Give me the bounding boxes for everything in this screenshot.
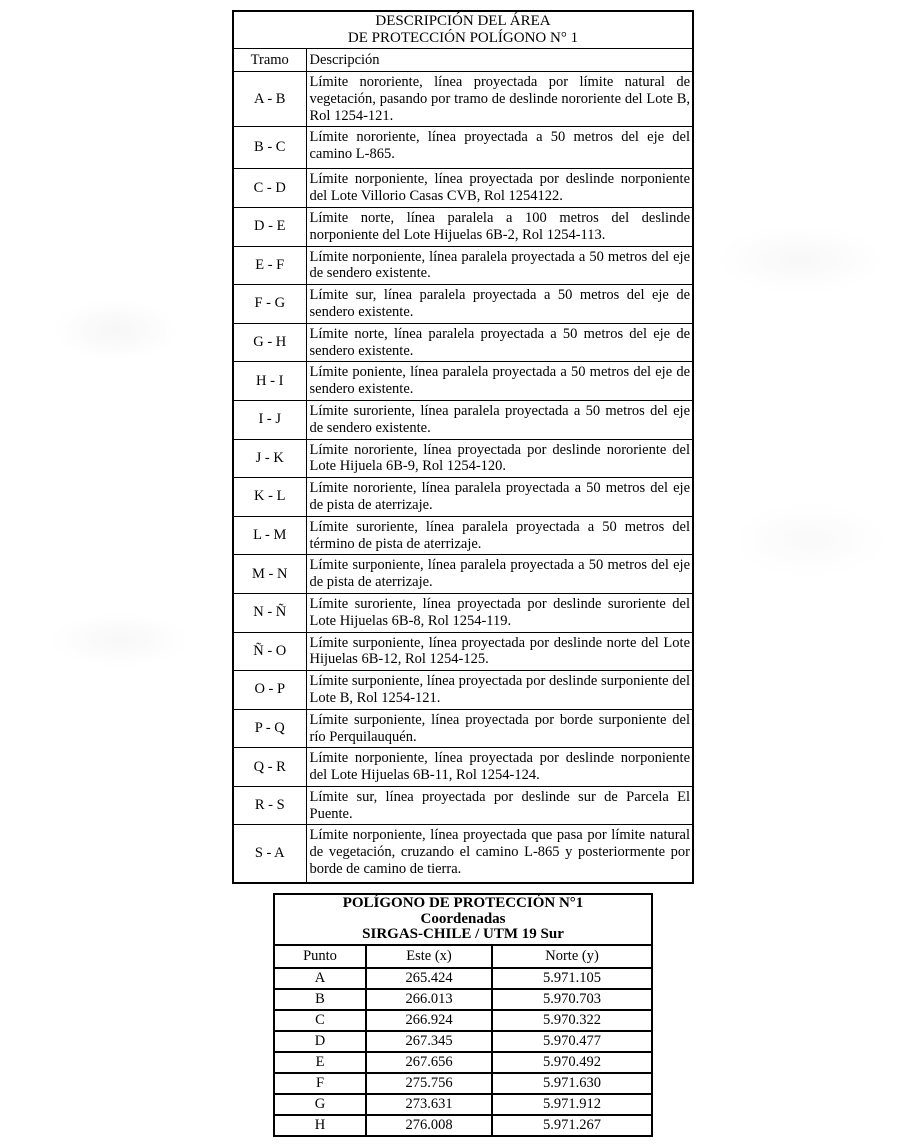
table-row (233, 246, 693, 285)
descripcion-cell: Límite nororiente, línea proyectada por límite natural de vegetación, pasando por tramo de deslinde nororiente del Lote B, Rol 1254-121. (306, 72, 693, 127)
tramo-cell: R - S (233, 786, 306, 825)
este-cell: 273.631 (366, 1094, 492, 1115)
table1-title-line2: DE PROTECCIÓN POLÍGONO N° 1 (347, 30, 579, 46)
table-row (274, 1052, 652, 1073)
tramo-cell: J - K (233, 439, 306, 478)
coordinates-table (273, 893, 653, 1137)
punto-cell: E (274, 1052, 366, 1073)
table2-title-line1: POLÍGONO DE PROTECCIÓN N°1 (342, 895, 584, 911)
col-header-descripcion: Descripción (306, 49, 693, 72)
descripcion-cell: Límite norponiente, línea paralela proyectada a 50 metros del eje de sendero existente. (306, 246, 693, 285)
tramo-cell: K - L (233, 478, 306, 517)
table2-title (274, 894, 652, 945)
punto-cell: A (274, 968, 366, 989)
tramo-cell: B - C (233, 127, 306, 169)
tramo-cell: D - E (233, 207, 306, 246)
table-row (274, 1115, 652, 1136)
table-row (233, 709, 693, 748)
tramo-cell: N - Ñ (233, 593, 306, 632)
norte-cell: 5.971.912 (492, 1094, 652, 1115)
tramo-cell: Q - R (233, 748, 306, 787)
tramo-cell: H - I (233, 362, 306, 401)
table2-body (274, 968, 652, 1136)
punto-cell: D (274, 1031, 366, 1052)
descripcion-cell: Límite norponiente, línea proyectada que pasa por límite natural de vegetación, cruzando el camino L-865 y posteriormente por borde de camino de tierra. (306, 825, 693, 883)
este-cell: 275.756 (366, 1073, 492, 1094)
este-cell: 267.345 (366, 1031, 492, 1052)
table-row (274, 989, 652, 1010)
area-description-table (232, 10, 694, 884)
table-row (233, 323, 693, 362)
descripcion-cell: Límite norte, línea paralela a 100 metros del deslinde norponiente del Lote Hijuelas 6B-2, Rol 1254-113. (306, 207, 693, 246)
punto-cell: F (274, 1073, 366, 1094)
norte-cell: 5.971.630 (492, 1073, 652, 1094)
table-row (233, 439, 693, 478)
table-row (233, 169, 693, 208)
col-header-norte: Norte (y) (492, 945, 652, 968)
descripcion-cell: Límite suroriente, línea paralela proyectada a 50 metros del término de pista de aterrizaje. (306, 516, 693, 555)
table-row (233, 127, 693, 169)
tramo-cell: M - N (233, 555, 306, 594)
norte-cell: 5.970.322 (492, 1010, 652, 1031)
descripcion-cell: Límite nororiente, línea proyectada por deslinde nororiente del Lote Hijuela 6B-9, Rol 1254-120. (306, 439, 693, 478)
descripcion-cell: Límite suroriente, línea paralela proyectada a 50 metros del eje de sendero existente. (306, 400, 693, 439)
tramo-cell: I - J (233, 400, 306, 439)
este-cell: 266.924 (366, 1010, 492, 1031)
norte-cell: 5.971.267 (492, 1115, 652, 1136)
table2-title-line2: Coordenadas (420, 910, 506, 927)
tramo-cell: Ñ - O (233, 632, 306, 671)
norte-cell: 5.970.703 (492, 989, 652, 1010)
table-row (274, 1073, 652, 1094)
descripcion-cell: Límite surponiente, línea paralela proyectada a 50 metros del eje de pista de aterrizaje. (306, 555, 693, 594)
table1-title-line1: DESCRIPCIÓN DEL ÁREA (375, 13, 551, 29)
table1-header-row (233, 49, 693, 72)
este-cell: 265.424 (366, 968, 492, 989)
table-row (274, 1010, 652, 1031)
table-row (233, 632, 693, 671)
este-cell: 266.013 (366, 989, 492, 1010)
table-row (274, 1094, 652, 1115)
col-header-punto: Punto (274, 945, 366, 968)
table-row (233, 72, 693, 127)
table2-title-line3: SIRGAS-CHILE / UTM 19 Sur (362, 926, 564, 942)
descripcion-cell: Límite nororiente, línea paralela proyectada a 50 metros del eje de pista de aterrizaje. (306, 478, 693, 517)
este-cell: 276.008 (366, 1115, 492, 1136)
tramo-cell: S - A (233, 825, 306, 883)
table-row (274, 1031, 652, 1052)
table1-title-row (233, 11, 693, 49)
este-cell: 267.656 (366, 1052, 492, 1073)
punto-cell: G (274, 1094, 366, 1115)
table-row (233, 400, 693, 439)
table1-body (233, 72, 693, 883)
descripcion-cell: Límite poniente, línea paralela proyectada a 50 metros del eje de sendero existente. (306, 362, 693, 401)
table-row (274, 968, 652, 989)
descripcion-cell: Límite sur, línea paralela proyectada a 50 metros del eje de sendero existente. (306, 285, 693, 324)
descripcion-cell: Límite norponiente, línea proyectada por deslinde norponiente del Lote Hijuelas 6B-11, Rol 1254-124. (306, 748, 693, 787)
table-row (233, 593, 693, 632)
table-row (233, 748, 693, 787)
table-row (233, 555, 693, 594)
table-row (233, 825, 693, 883)
norte-cell: 5.970.477 (492, 1031, 652, 1052)
table-row (233, 285, 693, 324)
descripcion-cell: Límite surponiente, línea proyectada por borde surponiente del río Perquilauquén. (306, 709, 693, 748)
tramo-cell: E - F (233, 246, 306, 285)
col-header-tramo: Tramo (233, 49, 306, 72)
descripcion-cell: Límite norponiente, línea proyectada por deslinde norponiente del Lote Villorio Casas CVB, Rol 1254122. (306, 169, 693, 208)
table2-title-row (274, 894, 652, 945)
table-row (233, 786, 693, 825)
norte-cell: 5.971.105 (492, 968, 652, 989)
table-row (233, 478, 693, 517)
tramo-cell: L - M (233, 516, 306, 555)
norte-cell: 5.970.492 (492, 1052, 652, 1073)
descripcion-cell: Límite surponiente, línea proyectada por deslinde norte del Lote Hijuelas 6B-12, Rol 1254-125. (306, 632, 693, 671)
tramo-cell: G - H (233, 323, 306, 362)
table-row (233, 671, 693, 710)
descripcion-cell: Límite surponiente, línea proyectada por deslinde surponiente del Lote B, Rol 1254-121. (306, 671, 693, 710)
descripcion-cell: Límite sur, línea proyectada por deslinde sur de Parcela El Puente. (306, 786, 693, 825)
punto-cell: B (274, 989, 366, 1010)
tramo-cell: O - P (233, 671, 306, 710)
table-row (233, 516, 693, 555)
tramo-cell: C - D (233, 169, 306, 208)
tramo-cell: F - G (233, 285, 306, 324)
punto-cell: C (274, 1010, 366, 1031)
descripcion-cell: Límite suroriente, línea proyectada por deslinde suroriente del Lote Hijuelas 6B-8, Rol 1254-119. (306, 593, 693, 632)
table-row (233, 207, 693, 246)
tramo-cell: P - Q (233, 709, 306, 748)
descripcion-cell: Límite norte, línea paralela proyectada a 50 metros del eje de sendero existente. (306, 323, 693, 362)
descripcion-cell: Límite nororiente, línea proyectada a 50 metros del eje del camino L-865. (306, 127, 693, 169)
table2-header-row (274, 945, 652, 968)
table-row (233, 362, 693, 401)
table1-title (233, 11, 693, 49)
col-header-este: Este (x) (366, 945, 492, 968)
tramo-cell: A - B (233, 72, 306, 127)
punto-cell: H (274, 1115, 366, 1136)
